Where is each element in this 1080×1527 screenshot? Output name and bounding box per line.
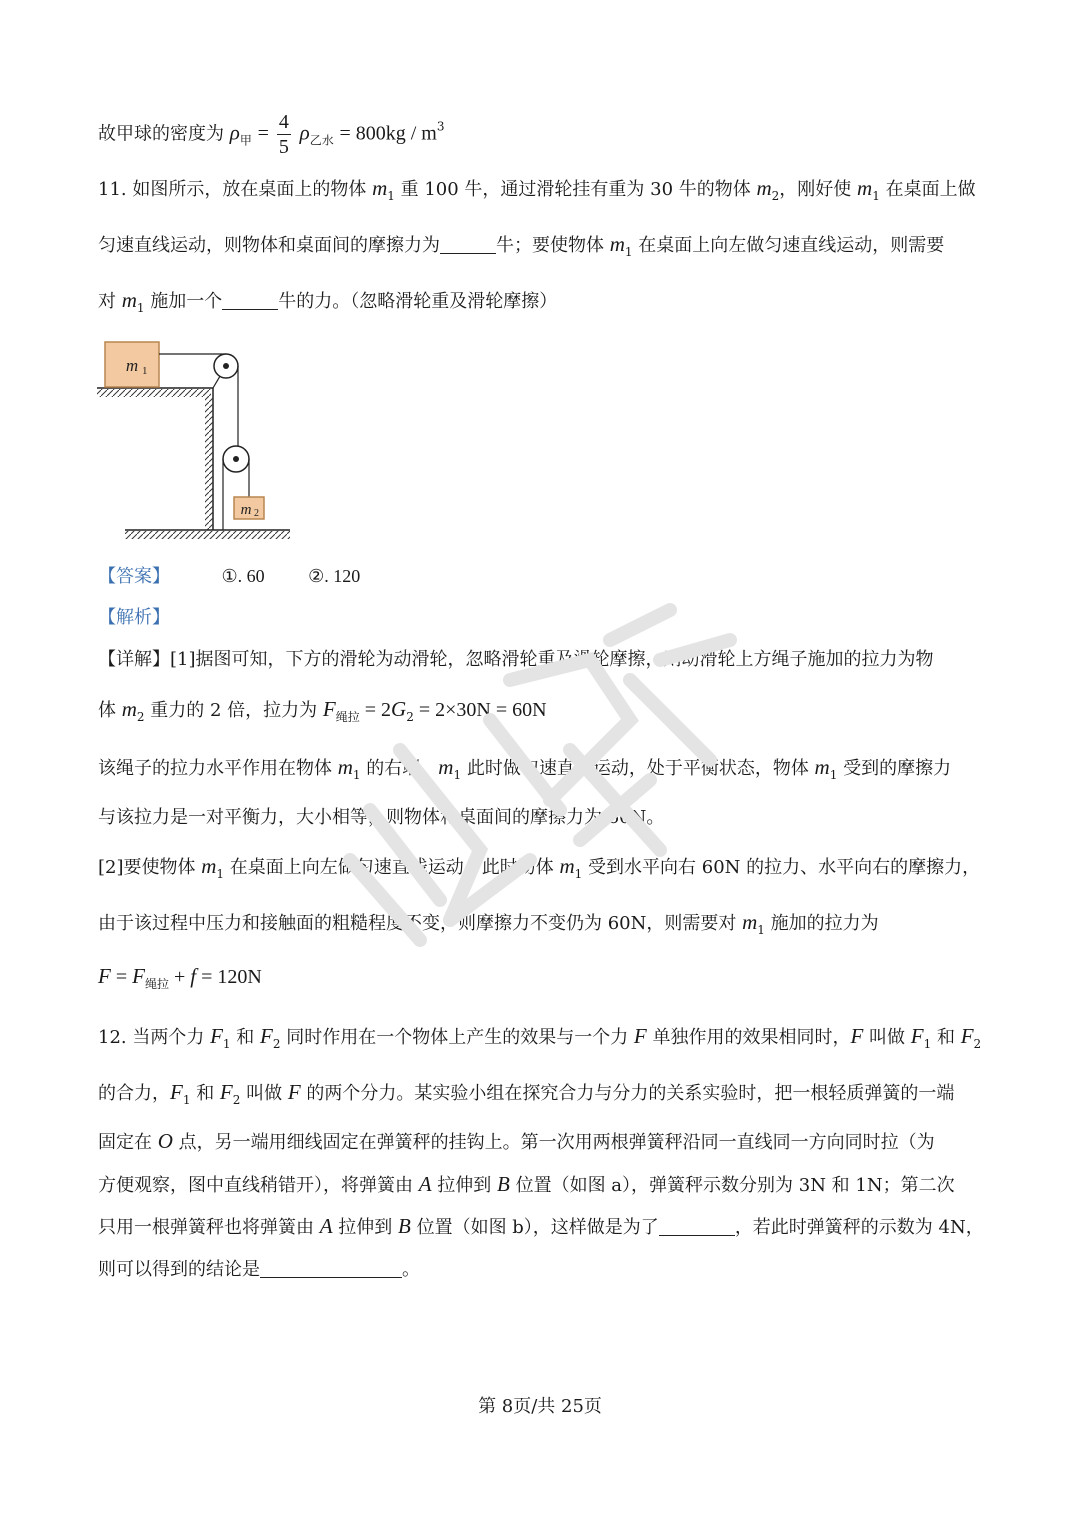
- rho-subscript-yishui: 乙水: [309, 133, 334, 148]
- m-symbol: m: [201, 854, 217, 878]
- m-symbol: m: [559, 854, 575, 878]
- q11-text: 对: [98, 291, 122, 312]
- m-subscript: 2: [136, 710, 145, 724]
- q12-line-1: [98, 1024, 981, 1056]
- fixed-pulley-axle: [223, 363, 229, 369]
- q12-line-4: [98, 1172, 955, 1198]
- ground-hatch: [125, 531, 290, 539]
- m-symbol: m: [609, 232, 625, 256]
- detail-text: 在桌面上向左做匀速直线运动，此时物体: [224, 857, 560, 878]
- point-label: A: [418, 1172, 432, 1196]
- equation-part: = 120N: [196, 966, 262, 988]
- m-symbol: m: [742, 910, 758, 934]
- q11-line-3: [98, 288, 557, 320]
- q11-text: 匀速直线运动，则物体和桌面间的摩擦力为: [98, 235, 440, 256]
- q12-text: 和: [230, 1027, 260, 1048]
- answer-blank-2[interactable]: [222, 291, 278, 310]
- equation-part: +: [168, 966, 191, 988]
- fraction-numerator: 4: [278, 111, 289, 133]
- detail-line-2: [98, 697, 547, 729]
- analysis-tag: 【解析】: [98, 607, 170, 628]
- cubic-superscript: 3: [436, 119, 445, 134]
- m-symbol: m: [121, 288, 137, 312]
- q12-text: 只用一根弹簧秤也将弹簧由: [98, 1217, 320, 1238]
- m-subscript: 1: [574, 867, 583, 881]
- q12-text: 叫做: [863, 1027, 911, 1048]
- detail-line-1: [98, 648, 934, 672]
- q11-text: 在桌面上做: [879, 179, 976, 200]
- equation-part: =: [110, 966, 133, 988]
- answer-tag: 【答案】: [98, 566, 170, 587]
- force-subscript: 1: [182, 1093, 191, 1107]
- q12-text: 则可以得到的结论是: [98, 1259, 260, 1280]
- q11-text: 11. 如图所示，放在桌面上的物体: [98, 179, 373, 200]
- detail-text: 体: [98, 700, 122, 721]
- answer-blank-1[interactable]: [440, 235, 496, 254]
- q11-text: 牛的力。（忽略滑轮重及滑轮摩擦）: [278, 291, 558, 312]
- gravity-symbol: G: [391, 697, 407, 721]
- q12-line-5: [98, 1214, 984, 1240]
- q12-text: 和: [931, 1027, 961, 1048]
- q12-text: 点，另一端用细线固定在弹簧秤的挂钩上。第一次用两根弹簧秤沿同一直线同一方向同时拉（为: [172, 1132, 935, 1153]
- q12-text: 拉伸到: [431, 1175, 498, 1196]
- q12-text: 位置（如图 a），弹簧秤示数分别为 3N 和 1N；第二次: [509, 1175, 955, 1196]
- table-hatch: [97, 389, 211, 397]
- m1-subscript: 1: [142, 365, 148, 377]
- q12-line-6: [98, 1258, 420, 1282]
- q11-text: 在桌面上向左做匀速直线运动，则需要: [632, 235, 945, 256]
- analysis-line: [98, 606, 170, 630]
- m-subscript: 1: [757, 923, 765, 937]
- q12-text: 固定在: [98, 1132, 158, 1153]
- q12-text: 位置（如图 b），这样做是为了: [410, 1217, 659, 1238]
- equation-part: = 2×30N = 60N: [413, 699, 547, 721]
- force-symbol: F: [260, 1024, 273, 1048]
- density-lead-text: 故甲球的密度为: [98, 123, 224, 145]
- q11-text: 牛；要使物体: [496, 235, 610, 256]
- rho-symbol-2: ρ: [299, 120, 310, 145]
- detail-line-3: [98, 755, 951, 787]
- m-symbol: m: [372, 176, 388, 200]
- detail-line-7: [98, 964, 262, 996]
- q12-text: 叫做: [240, 1083, 288, 1104]
- detail-line-6: [98, 910, 879, 942]
- force-subscript: 1: [923, 1037, 932, 1051]
- m2-label: m: [240, 502, 252, 518]
- q12-text: 同时作用在一个物体上产生的效果与一个力: [280, 1027, 634, 1048]
- detail-text: 该绳子的拉力水平作用在物体: [98, 758, 338, 779]
- q12-text: 单独作用的效果相同时，: [646, 1027, 851, 1048]
- answer-2: ②. 120: [308, 566, 361, 586]
- q11-text: ，刚好使: [779, 179, 858, 200]
- rho-subscript-jia: 甲: [239, 133, 252, 148]
- q11-text: 重 100 牛，通过滑轮挂有重为 30 牛的物体: [394, 179, 757, 200]
- force-symbol: F: [219, 1080, 233, 1104]
- detail-text: [2]要使物体: [98, 857, 202, 878]
- force-symbol: F: [633, 1024, 647, 1048]
- gravity-subscript: 2: [406, 710, 414, 724]
- m-subscript: 1: [453, 768, 462, 782]
- force-subscript: 2: [272, 1037, 281, 1051]
- force-symbol: F: [910, 1024, 924, 1048]
- detail-text: 【详解】[1]据图可知，下方的滑轮为动滑轮，忽略滑轮重及滑轮摩擦，则动滑轮上方绳子施加的拉力为物: [98, 649, 934, 670]
- answer-1: ①. 60: [221, 566, 265, 586]
- detail-text: 施加的拉力为: [764, 913, 879, 934]
- answer-blank-3[interactable]: [659, 1217, 735, 1236]
- m-symbol: m: [438, 755, 454, 779]
- m-subscript: 1: [624, 245, 633, 259]
- m-subscript: 1: [352, 768, 361, 782]
- page-number: 第 8页/共 25页: [478, 1396, 602, 1417]
- fraction-four-fifths: [277, 110, 291, 159]
- detail-text: 由于该过程中压力和接触面的粗糙程度不变，则摩擦力不变仍为 60N，则需要对: [98, 913, 743, 934]
- force-subscript: 1: [222, 1037, 231, 1051]
- detail-text: 的右端，: [360, 758, 439, 779]
- force-symbol: F: [850, 1024, 864, 1048]
- force-subscript: 2: [232, 1093, 241, 1107]
- m-subscript: 1: [829, 768, 838, 782]
- q12-text: 12. 当两个力: [98, 1027, 211, 1048]
- equation-part: = 2: [359, 699, 392, 721]
- m-subscript: 1: [216, 867, 225, 881]
- detail-text: 受到的摩擦力: [837, 758, 952, 779]
- q12-text: 的合力，: [98, 1083, 170, 1104]
- q12-text: 方便观察，图中直线稍错开），将弹簧由: [98, 1175, 419, 1196]
- m-symbol: m: [337, 755, 353, 779]
- force-symbol: F: [210, 1024, 223, 1048]
- answer-line: [98, 564, 360, 589]
- force-subscript: 绳拉: [144, 977, 169, 991]
- point-label: O: [157, 1129, 173, 1153]
- m-symbol: m: [857, 176, 873, 200]
- movable-pulley-axle: [233, 456, 239, 462]
- q12-text: 和: [190, 1083, 220, 1104]
- equals-sign: =: [257, 122, 274, 145]
- m-subscript: 1: [136, 301, 145, 315]
- m-symbol: m: [121, 697, 137, 721]
- answer-blank-4[interactable]: [260, 1259, 402, 1278]
- force-subscript: 2: [973, 1037, 982, 1051]
- detail-text: 与该拉力是一对平衡力，大小相等，则物体和桌面间的摩擦力为 60N。: [98, 807, 665, 828]
- m-symbol: m: [756, 176, 772, 200]
- pulley-diagram: [95, 330, 305, 545]
- friction-symbol: f: [190, 964, 197, 988]
- table-edge-hatch: [205, 396, 213, 530]
- m1-label: m: [125, 356, 139, 375]
- density-result-line: [98, 110, 444, 159]
- detail-line-4: [98, 806, 664, 830]
- m-subscript: 1: [872, 189, 880, 203]
- force-symbol: F: [322, 697, 336, 721]
- point-label: B: [497, 1172, 510, 1196]
- m-subscript: 2: [771, 189, 780, 203]
- force-symbol: F: [287, 1080, 301, 1104]
- page-footer: [0, 1392, 1080, 1418]
- q12-line-3: [98, 1129, 935, 1155]
- q11-line-1: [98, 176, 976, 208]
- force-symbol: F: [960, 1024, 974, 1048]
- force-symbol: F: [98, 964, 111, 988]
- point-label: B: [398, 1214, 411, 1238]
- detail-text: 此时做匀速直线运动，处于平衡状态，物体: [461, 758, 815, 779]
- force-symbol: F: [170, 1080, 183, 1104]
- q12-text: ，若此时弹簧秤的示数为 4N，: [734, 1217, 984, 1238]
- detail-text: 重力的 2 倍，拉力为: [144, 700, 323, 721]
- fraction-denominator: 5: [278, 136, 289, 158]
- point-label: A: [319, 1214, 333, 1238]
- force-subscript: 绳拉: [335, 710, 360, 724]
- q12-text: 。: [402, 1259, 420, 1280]
- m-symbol: m: [814, 755, 830, 779]
- q11-text: 施加一个: [144, 291, 223, 312]
- q12-line-2: [98, 1080, 954, 1112]
- q12-text: 的两个分力。某实验小组在探究合力与分力的关系实验时，把一根轻质弹簧的一端: [300, 1083, 955, 1104]
- m2-subscript: 2: [254, 508, 259, 519]
- q11-line-2: [98, 232, 944, 264]
- m-subscript: 1: [387, 189, 395, 203]
- force-symbol: F: [132, 964, 145, 988]
- density-value: = 800kg / m: [339, 122, 437, 145]
- q12-text: 拉伸到: [332, 1217, 399, 1238]
- detail-line-5: [98, 854, 980, 886]
- detail-text: 受到水平向右 60N 的拉力、水平向右的摩擦力，: [582, 857, 981, 878]
- rho-symbol: ρ: [229, 120, 240, 145]
